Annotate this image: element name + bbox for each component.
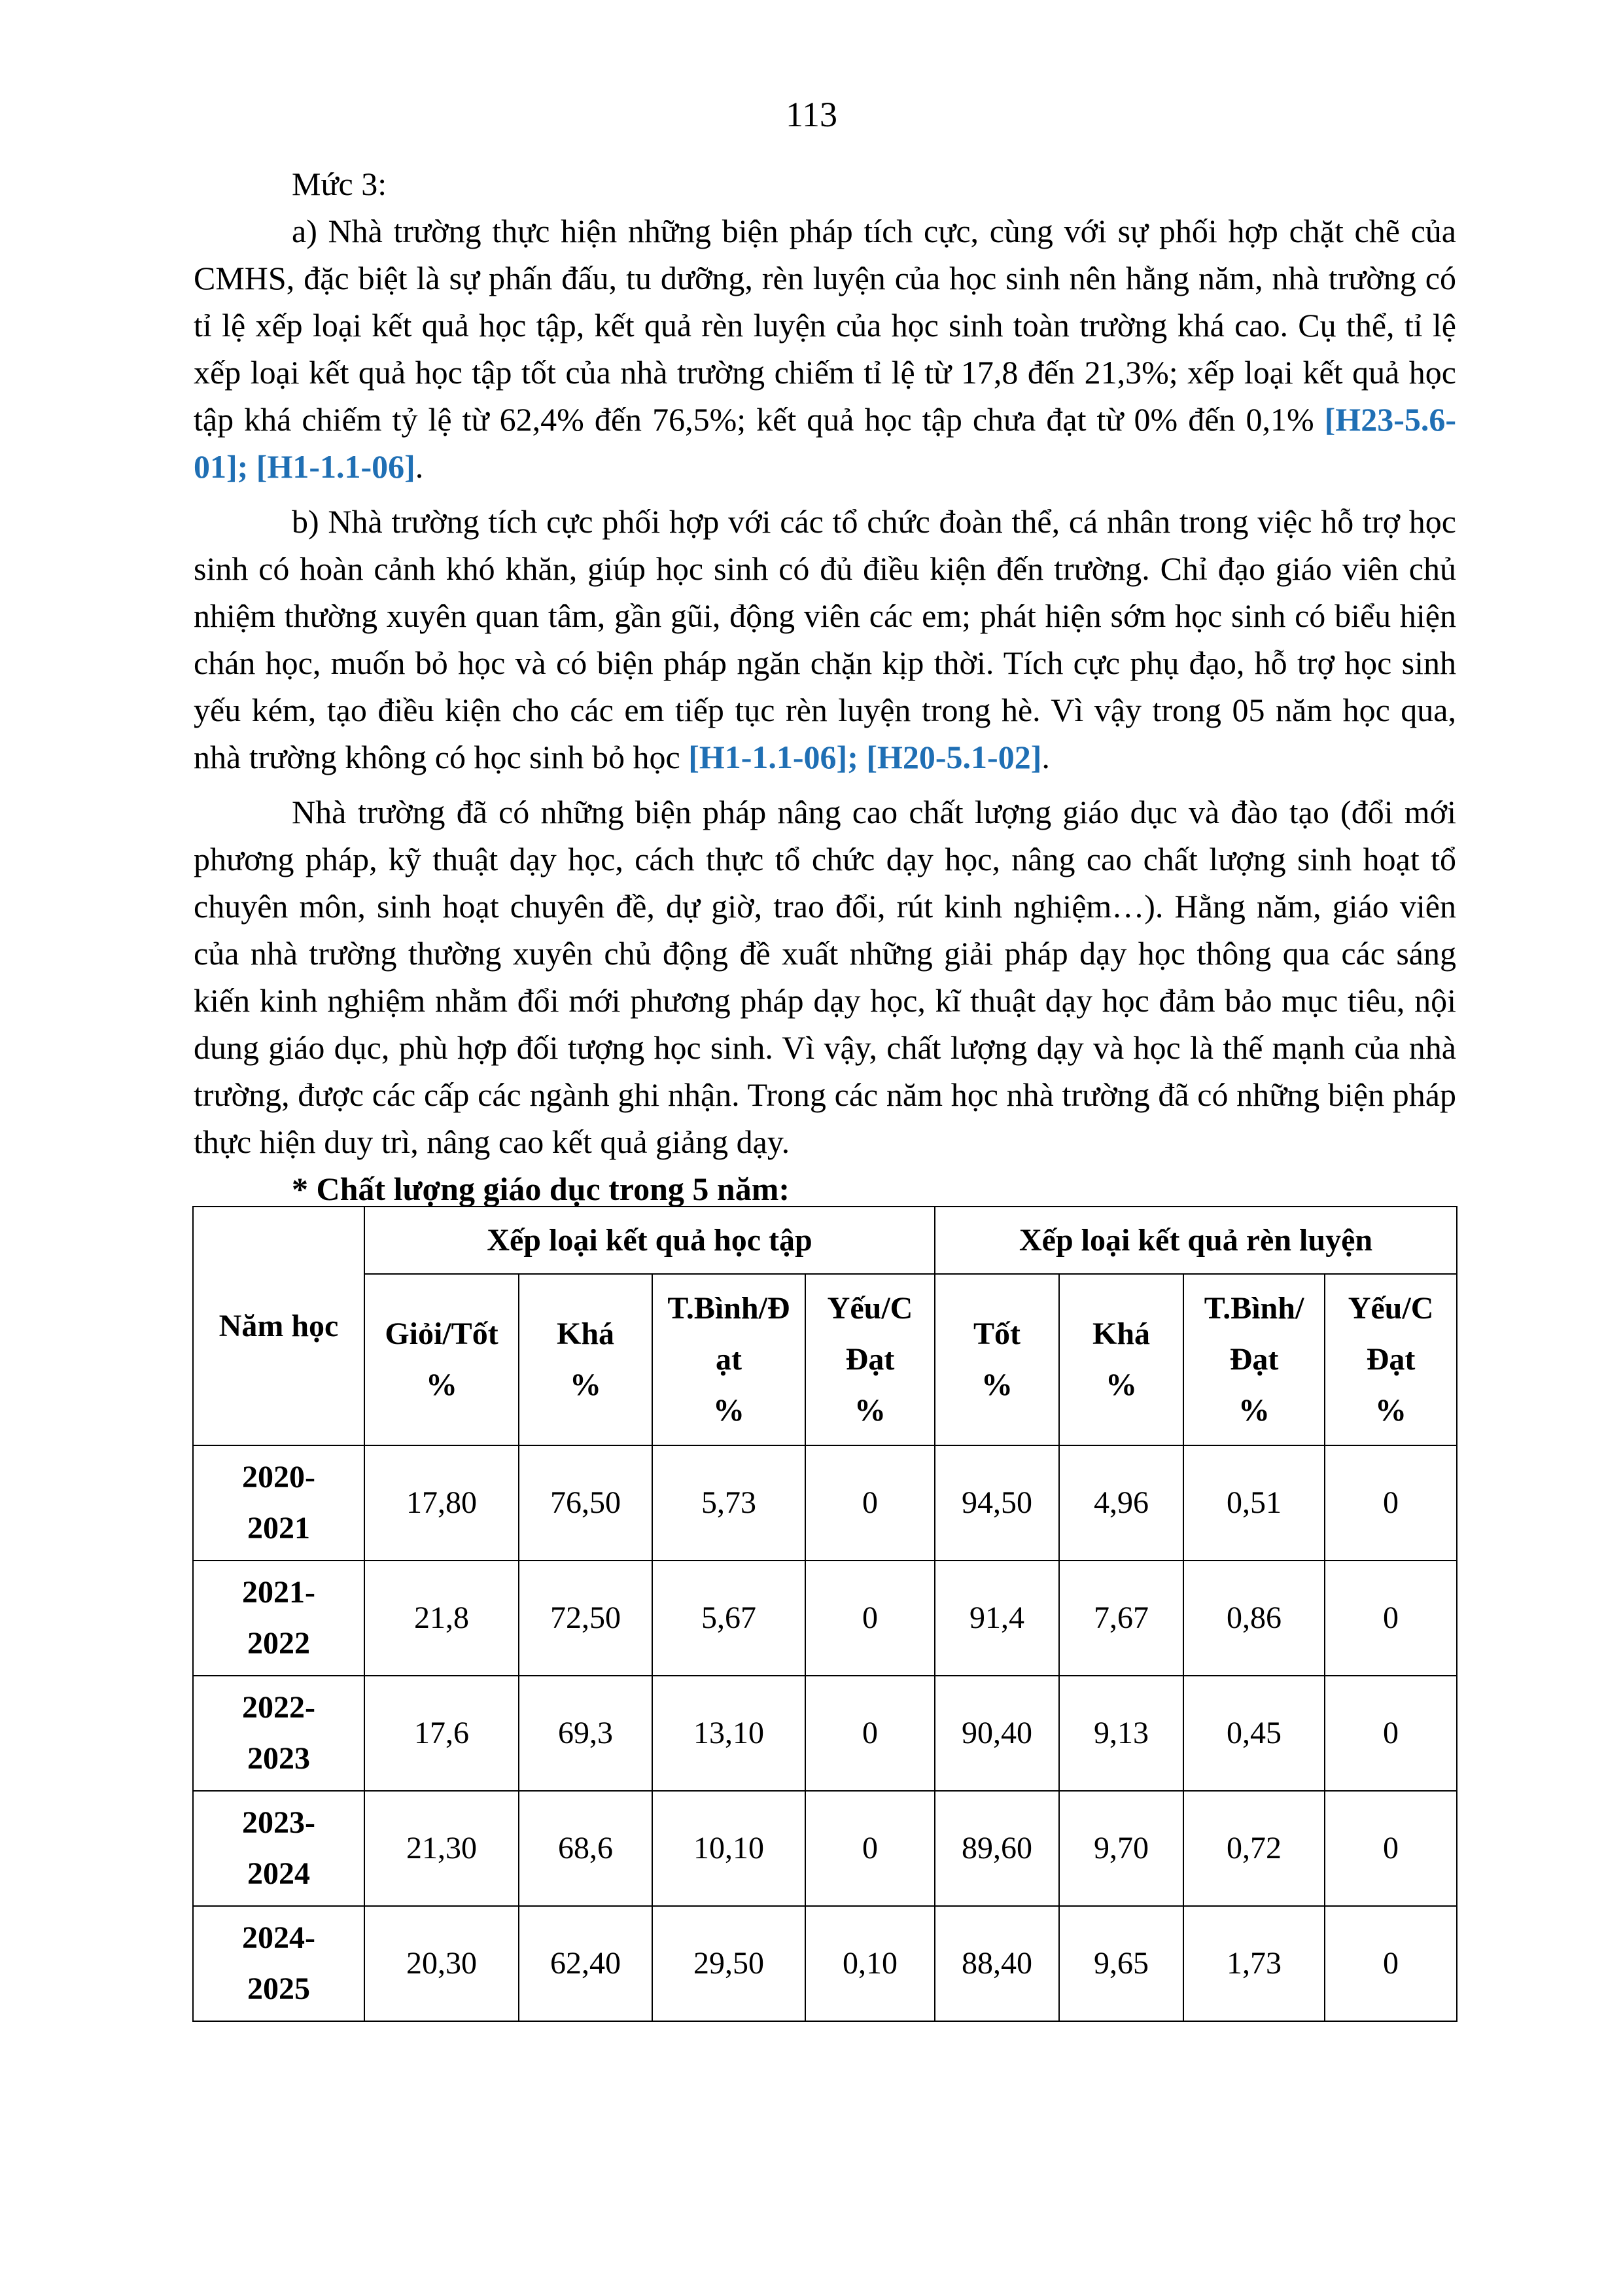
column-header-line: T.Bình/ <box>1204 1291 1304 1326</box>
table-cell: 0 <box>1325 1791 1457 1906</box>
table-cell: 76,50 <box>519 1445 652 1561</box>
column-header-line: ạt <box>716 1342 742 1377</box>
school-year-line: 2021- <box>242 1575 315 1610</box>
column-header-line: % <box>713 1393 744 1428</box>
column-header <box>805 1274 935 1445</box>
table-cell: 0 <box>805 1676 935 1791</box>
paragraph-c: Nhà trường đã có những biện pháp nâng cao chất lượng giáo dục và đào tạo (đổi mới phương pháp, kỹ thuật dạy học, cách thực tổ chức dạy học, nâng cao chất lượng sinh hoạt tổ chuyên môn, sinh hoạt chuyên đề, dự giờ, trao đổi, rút kinh nghiệm…). Hằng năm, giáo viên của nhà trường thường xuyên chủ động đề xuất những giải pháp dạy học thông qua các sáng kiến kinh nghiệm nhằm đổi mới phương pháp dạy học, kĩ thuật dạy học đảm bảo mục tiêu, nội dung giáo dục, phù hợp đối tượng học sinh. Vì vậy, chất lượng dạy và học là thế mạnh của nhà trường, được các cấp các ngành ghi nhận. Trong các năm học nhà trường đã có những biện pháp thực hiện duy trì, nâng cao kết quả giảng dạy. <box>194 794 1456 1160</box>
document-body <box>194 160 1456 1212</box>
school-year-cell <box>193 1445 364 1561</box>
table-cell: 9,70 <box>1059 1791 1183 1906</box>
school-year-line: 2022 <box>247 1626 310 1661</box>
column-header-line: Tốt <box>973 1316 1021 1351</box>
paragraph-b <box>194 498 1456 781</box>
table-cell: 10,10 <box>652 1791 805 1906</box>
table-cell: 0,51 <box>1183 1445 1325 1561</box>
education-quality-table <box>192 1206 1457 2022</box>
column-header-line: % <box>1238 1393 1270 1428</box>
table-row <box>193 1676 1457 1791</box>
table-cell: 90,40 <box>935 1676 1059 1791</box>
column-header-line: % <box>981 1368 1013 1402</box>
table-cell: 1,73 <box>1183 1906 1325 2021</box>
school-year-cell <box>193 1561 364 1676</box>
column-header-line: Đạt <box>845 1342 895 1377</box>
evidence-reference: [H23-5.6-01]; [H1-1.1-06] <box>194 401 1456 485</box>
table-cell: 9,65 <box>1059 1906 1183 2021</box>
table-cell: 0 <box>1325 1445 1457 1561</box>
table-cell: 88,40 <box>935 1906 1059 2021</box>
table-cell: 21,8 <box>364 1561 519 1676</box>
table-cell: 0,86 <box>1183 1561 1325 1676</box>
table-cell: 0,10 <box>805 1906 935 2021</box>
paragraph-a-text: a) Nhà trường thực hiện những biện pháp tích cực, cùng với sự phối hợp chặt chẽ của CMHS, đặc biệt là sự phấn đấu, tu dưỡng, rèn luyện của học sinh nên hằng năm, nhà trường có tỉ lệ xếp loại kết quả học tập, kết quả rèn luyện của học sinh toàn trường khá cao. Cụ thể, tỉ lệ xếp loại kết quả học tập tốt của nhà trường chiếm tỉ lệ từ 17,8 đến 21,3%; xếp loại kết quả học tập khá chiếm tỷ lệ từ 62,4% đến 76,5%; kết quả học tập chưa đạt từ 0% đến 0,1% <box>194 213 1456 438</box>
table-row <box>193 1445 1457 1561</box>
table-cell: 7,67 <box>1059 1561 1183 1676</box>
column-header-line: % <box>1375 1393 1407 1428</box>
column-header-line: Đạt <box>1366 1342 1416 1377</box>
column-header-line: Giỏi/Tốt <box>385 1316 498 1351</box>
table-cell: 62,40 <box>519 1906 652 2021</box>
table-row <box>193 1906 1457 2021</box>
table-cell: 0,72 <box>1183 1791 1325 1906</box>
school-year-line: 2025 <box>247 1971 310 2006</box>
school-year-line: 2023- <box>242 1805 315 1840</box>
column-header <box>1325 1274 1457 1445</box>
column-header <box>1059 1274 1183 1445</box>
study-results-header: Xếp loại kết quả học tập <box>364 1207 935 1274</box>
school-year-line: 2021 <box>247 1511 310 1545</box>
column-header-line: Khá <box>1092 1316 1151 1351</box>
school-year-line: 2020- <box>242 1460 315 1494</box>
table-cell: 72,50 <box>519 1561 652 1676</box>
table-cell: 9,13 <box>1059 1676 1183 1791</box>
column-header <box>364 1274 519 1445</box>
paragraph-b-text: b) Nhà trường tích cực phối hợp với các tổ chức đoàn thể, cá nhân trong việc hỗ trợ học sinh có hoàn cảnh khó khăn, giúp học sinh có đủ điều kiện đến trường. Chỉ đạo giáo viên chủ nhiệm thường xuyên quan tâm, gần gũi, động viên các em; phát hiện sớm học sinh có biểu hiện chán học, muốn bỏ học và có biện pháp ngăn chặn kịp thời. Tích cực phụ đạo, hỗ trợ học sinh yếu kém, tạo điều kiện cho các em tiếp tục rèn luyện trong hè. Vì vậy trong 05 năm học qua, nhà trường không có học sinh bỏ học <box>194 503 1456 775</box>
table-cell: 0 <box>1325 1561 1457 1676</box>
table-cell: 69,3 <box>519 1676 652 1791</box>
table-cell: 21,30 <box>364 1791 519 1906</box>
column-header <box>519 1274 652 1445</box>
table-cell: 13,10 <box>652 1676 805 1791</box>
column-header-line: % <box>854 1393 886 1428</box>
column-header-line: T.Bình/Đ <box>667 1291 790 1326</box>
paragraph-a <box>194 207 1456 490</box>
table-row <box>193 1791 1457 1906</box>
school-year-cell <box>193 1906 364 2021</box>
table-cell: 20,30 <box>364 1906 519 2021</box>
school-year-line: 2024 <box>247 1856 310 1891</box>
table-cell: 17,6 <box>364 1676 519 1791</box>
table-body <box>193 1445 1457 2021</box>
table-cell: 91,4 <box>935 1561 1059 1676</box>
column-header-line: % <box>570 1368 601 1402</box>
column-header <box>652 1274 805 1445</box>
column-header <box>935 1274 1059 1445</box>
column-header <box>1183 1274 1325 1445</box>
table-cell: 0 <box>805 1561 935 1676</box>
column-header-line: % <box>426 1368 457 1402</box>
table-cell: 68,6 <box>519 1791 652 1906</box>
table-cell: 29,50 <box>652 1906 805 2021</box>
column-header-line: % <box>1106 1368 1138 1402</box>
column-header-line: Đạt <box>1229 1342 1279 1377</box>
school-year-line: 2023 <box>247 1741 310 1776</box>
column-header-line: Yếu/C <box>827 1291 913 1326</box>
level-heading: Mức 3: <box>292 166 387 202</box>
table-row <box>193 1561 1457 1676</box>
page-number: 113 <box>786 95 837 134</box>
table-cell: 89,60 <box>935 1791 1059 1906</box>
table-cell: 5,67 <box>652 1561 805 1676</box>
paragraph-a-end: . <box>415 448 424 485</box>
column-header-line: Khá <box>556 1316 615 1351</box>
table-cell: 0 <box>1325 1676 1457 1791</box>
school-year-cell <box>193 1791 364 1906</box>
table-cell: 5,73 <box>652 1445 805 1561</box>
table-cell: 0 <box>805 1445 935 1561</box>
column-header-line: Yếu/C <box>1348 1291 1434 1326</box>
school-year-line: 2024- <box>242 1920 315 1955</box>
table-cell: 94,50 <box>935 1445 1059 1561</box>
school-year-cell <box>193 1676 364 1791</box>
school-year-line: 2022- <box>242 1690 315 1725</box>
paragraph-b-end: . <box>1041 739 1050 775</box>
table-cell: 0 <box>805 1791 935 1906</box>
table-cell: 4,96 <box>1059 1445 1183 1561</box>
evidence-reference: [H1-1.1-06]; [H20-5.1-02] <box>688 739 1042 775</box>
table-cell: 0,45 <box>1183 1676 1325 1791</box>
table-cell: 17,80 <box>364 1445 519 1561</box>
sub-header-row <box>193 1274 1457 1445</box>
conduct-results-header: Xếp loại kết quả rèn luyện <box>935 1207 1457 1274</box>
table-cell: 0 <box>1325 1906 1457 2021</box>
section-title: * Chất lượng giáo dục trong 5 năm: <box>292 1171 790 1207</box>
year-header: Năm học <box>193 1207 364 1445</box>
